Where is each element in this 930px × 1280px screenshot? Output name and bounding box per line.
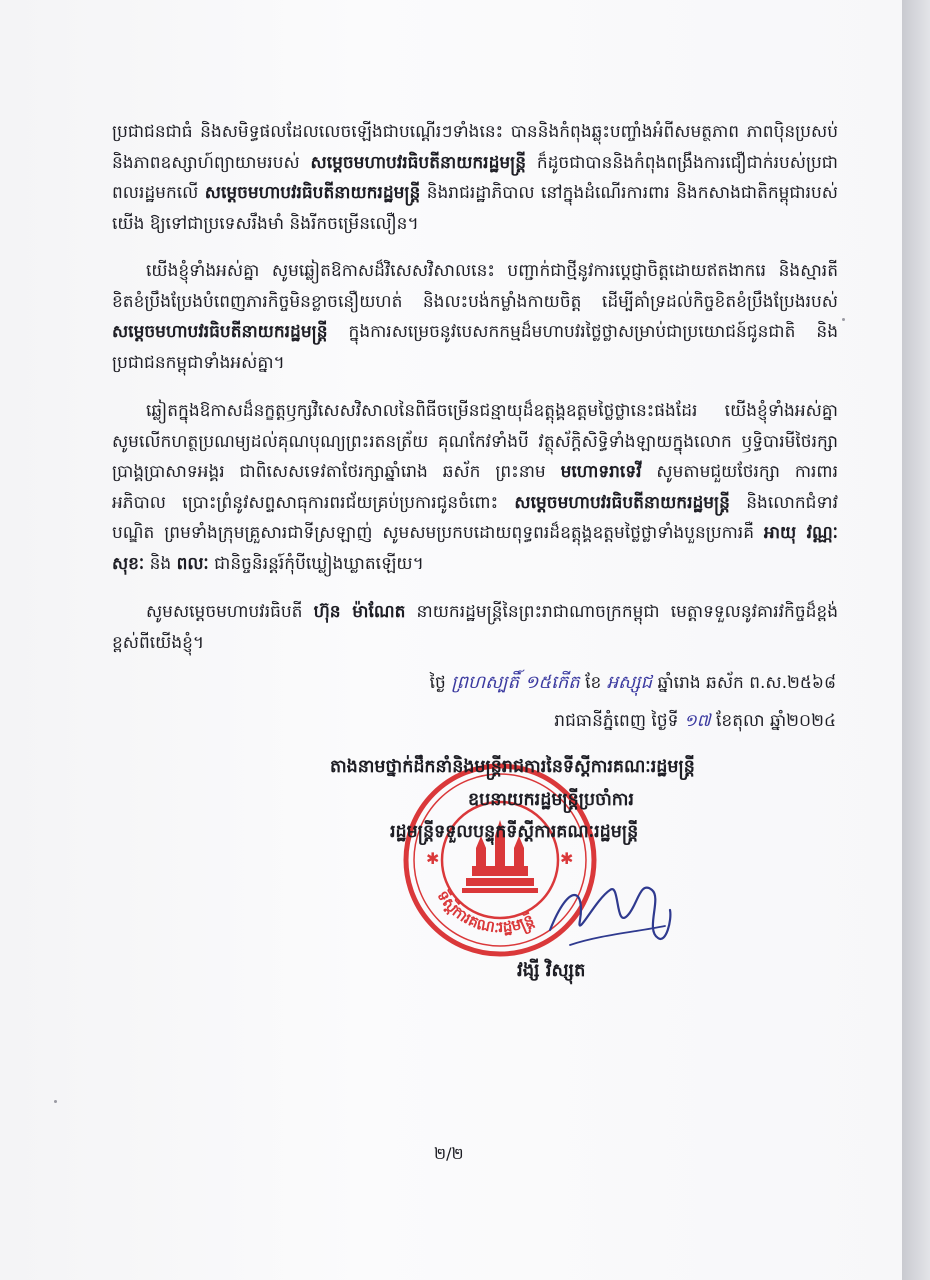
solar-day-handwritten: ១៧: [683, 711, 711, 731]
page-number: ២/២: [434, 1144, 464, 1163]
paragraph-3: [112, 396, 838, 579]
solar-date-suffix: ខែតុលា ឆ្នាំ២០២៤: [716, 711, 836, 731]
text-segment: យើងខ្ញុំទាំងអស់គ្នា សូមឆ្លៀតឱកាសដ៏វិសេសវិសាលនេះ បញ្ជាក់ជាថ្មីនូវការប្ដេជ្ញាចិត្តដោយឥតងាករេ និងស្មារតីខិតខំប្រឹងប្រែងបំពេញភារកិច្ចមិនខ្លាចនឿយហត់ និងលះបង់កម្លាំងកាយចិត្ត ដើម្បីគាំទ្រដល់កិច្ចខិតខំប្រឹងប្រែងរបស់: [112, 261, 838, 312]
text-segment: និងលោកជំទាវបណ្ឌិត ព្រមទាំងក្រុមគ្រួសារជាទីស្រឡាញ់ សូមសមប្រកបដោយពុទ្ធពរដ៏ឧត្ដុង្គឧត្ដមថ្លៃថ្លាទាំងបួនប្រការគឺ: [112, 492, 838, 543]
paragraph-2: [112, 256, 838, 378]
svg-text:✱: ✱: [560, 849, 574, 868]
text-segment: ប្រជាជនជាធំ និងសមិទ្ធផលដែលលេចឡើងជាបណ្ដើរៗទាំងនេះ បាននិងកំពុងឆ្លុះបញ្ចាំងអំពីសមត្ថភាព ភាពប៉ិនប្រសប់ និងភាពឧស្សាហ៍ព្យាយាមរបស់: [112, 122, 838, 173]
seal-text: ទីស្ដីការគណៈរដ្ឋមន្ត្រី: [433, 887, 537, 937]
handwritten-signature: [540, 860, 680, 960]
signature-title-line-1: តាងនាមថ្នាក់ដឹកនាំនិងមន្ត្រីរាជការនៃទីស្ដីការគណៈរដ្ឋមន្ត្រី: [330, 757, 695, 777]
text-segment: ក្នុងការសម្រេចនូវបេសកកម្មដ៏មហាបវរថ្លៃថ្លាសម្រាប់ជាប្រយោជន៍ជូនជាតិ និងប្រជាជនកម្ពុជាទាំងអស់គ្នា។: [112, 322, 838, 373]
text-segment: ក៏ដូចជាបាននិងកំពុងពង្រឹងការជឿជាក់របស់ប្រជាពលរដ្ឋមកលើ: [112, 152, 838, 203]
text-segment: សូមតាមជួយថែរក្សា ការពារ អភិបាល ប្រោះព្រំនូវសព្ទសាធុការពរជ័យគ្រប់ប្រការជូនចំពោះ: [112, 462, 838, 513]
bold-text-segment: សម្ដេចមហាបវរធិបតីនាយករដ្ឋមន្ត្រី: [310, 152, 527, 173]
lunar-date-line: [430, 670, 836, 697]
signer-name: វង្សី វិស្សុត: [517, 960, 586, 981]
paper-speck: [842, 318, 845, 321]
solar-date-prefix: រាជធានីភ្នំពេញ ថ្ងៃទី: [554, 711, 679, 731]
bold-text-segment: សម្ដេចមហាបវរធិបតីនាយករដ្ឋមន្ត្រី: [204, 183, 421, 203]
signature-title-line-2: ឧបនាយករដ្ឋមន្ត្រីប្រចាំការ: [468, 790, 634, 810]
text-segment: និង: [144, 553, 177, 574]
text-segment: ជានិច្ចនិរន្តរ៍កុំបីឃ្លៀងឃ្លាតឡើយ។: [208, 553, 424, 574]
bold-text-segment: មហោទរាទេវី: [560, 462, 642, 482]
text-segment: សូមសម្ដេចមហាបវរធិបតី: [146, 602, 314, 622]
bold-text-segment: សម្ដេចមហាបវរធិបតីនាយករដ្ឋមន្ត្រី: [112, 322, 328, 342]
signature-title-line-3: រដ្ឋមន្ត្រីទទួលបន្ទុកទីស្ដីការគណៈរដ្ឋមន្ត្រី: [390, 822, 639, 842]
text-segment: ឆ្លៀតក្នុងឱកាសដ៏នក្ខត្តឫក្សវិសេសវិសាលនៃពិធីចម្រើនជន្មាយុដ៏ឧត្ដុង្គឧត្ដមថ្លៃថ្លានេះផងដែរ យើងខ្ញុំទាំងអស់គ្នាសូមលើកហត្ថប្រណម្យដល់គុណបុណ្យព្រះរតនត្រ័យ គុណកែវទាំងបី វត្ថុស័ក្តិសិទ្ធិទាំងឡាយក្នុងលោក ឫទ្ធិបារមីថៃរក្សាប្រាង្គប្រាសាទអង្គរ ជាពិសេសទេវតាថែរក្សាឆ្នាំរោង ឆស័ក ព្រះនាម: [112, 401, 838, 482]
lunar-month-handwritten: អស្សុជ: [606, 672, 653, 693]
bold-text-segment: ពលៈ: [176, 553, 209, 574]
lunar-date-suffix: ឆ្នាំរោង ឆស័ក ព.ស.២៥៦៨: [657, 673, 836, 693]
paragraph-1: [112, 117, 838, 239]
bold-text-segment: ហ៊ុន ម៉ាណែត: [313, 602, 406, 622]
lunar-day-handwritten: ព្រហស្បតិ៍ ១៥កើត: [451, 672, 580, 693]
svg-text:✱: ✱: [426, 849, 440, 868]
text-segment: នាយករដ្ឋមន្ត្រីនៃព្រះរាជាណាចក្រកម្ពុជា មេត្តាទទួលនូវគារវកិច្ចដ៏ខ្ពង់ខ្ពស់ពីយើងខ្ញុំ។: [112, 602, 838, 653]
lunar-month-label: ខែ: [585, 673, 602, 693]
bold-text-segment: អាយុ វណ្ណៈ សុខៈ: [112, 523, 838, 574]
page-edge-shadow: [902, 0, 930, 1280]
paper-speck: [54, 1100, 57, 1103]
bold-text-segment: សម្ដេចមហាបវរធិបតីនាយករដ្ឋមន្ត្រី: [514, 492, 730, 513]
paragraph-4: [112, 597, 838, 658]
text-segment: និងរាជរដ្ឋាភិបាល នៅក្នុងដំណើរការពារ និងកសាងជាតិកម្ពុជារបស់យើង ឱ្យទៅជាប្រទេសរឹងមាំ និងរីកចម្រើនលឿន។: [112, 183, 838, 234]
solar-date-line: [554, 710, 836, 735]
lunar-date-prefix: ថ្ងៃ: [429, 673, 446, 693]
